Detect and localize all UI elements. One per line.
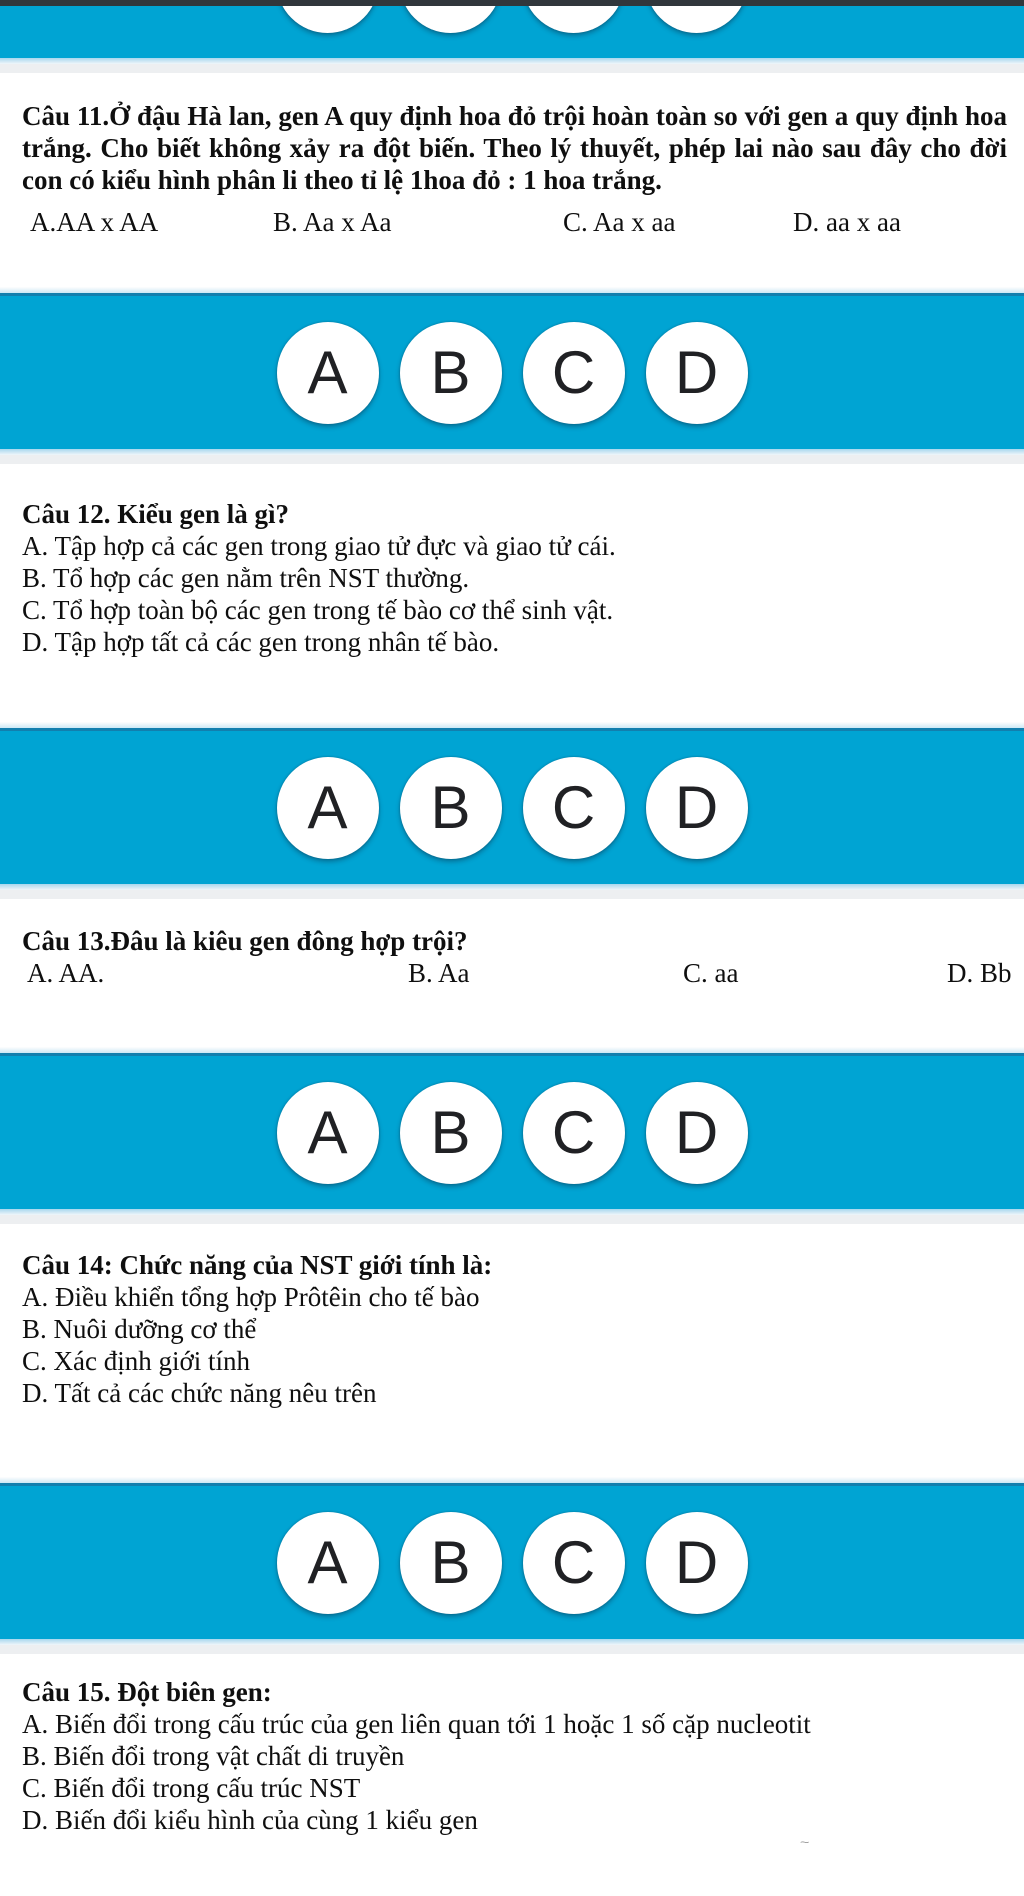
answer-choice-c[interactable]: C — [523, 1512, 625, 1614]
question-11-title: Câu 11.Ở đậu Hà lan, gen A quy định hoa đỏ trội hoàn toàn so với gen a quy định hoa trắng. Cho biết không xảy ra đột biến. Theo lý thuyết, phép lai nào sau đây cho đời con có kiểu hình phân li theo tỉ lệ 1hoa đỏ : 1 hoa trắng. — [22, 101, 1007, 195]
question-14-title: Câu 14: Chức năng của NST giới tính là: — [22, 1250, 493, 1280]
answer-choice-b[interactable]: B — [400, 1082, 502, 1184]
answer-choice-b[interactable]: B — [400, 1512, 502, 1614]
answer-choice-a[interactable]: A — [277, 1082, 379, 1184]
option-b: B. Nuôi dưỡng cơ thể — [22, 1314, 257, 1344]
question-12-title: Câu 12. Kiểu gen là gì? — [22, 499, 290, 529]
question-13 — [22, 925, 1012, 989]
section-divider — [0, 58, 1024, 73]
option-d: D. Tất cả các chức năng nêu trên — [22, 1378, 377, 1408]
answer-choice-c[interactable]: C — [523, 1082, 625, 1184]
option-a: A. Điều khiển tổng hợp Prôtêin cho tế bào — [22, 1282, 480, 1312]
answer-band-3 — [0, 1047, 1024, 1224]
option-d: D. Biến đổi kiểu hình của cùng 1 kiểu gen — [22, 1805, 478, 1835]
option-d: D. Tập hợp tất cả các gen trong nhân tế bào. — [22, 627, 500, 657]
answer-choice-a[interactable]: A — [277, 1512, 379, 1614]
option-a: A. Tập hợp cả các gen trong giao tử đực và giao tử cái. — [22, 531, 616, 561]
answer-choice-a-partial[interactable] — [277, 6, 379, 33]
option-b: B. Aa x Aa — [273, 207, 392, 237]
option-a: A. AA. — [27, 958, 105, 988]
answer-band-2 — [0, 722, 1024, 899]
option-c: C. Aa x aa — [563, 207, 676, 237]
answer-choice-b[interactable]: B — [400, 322, 502, 424]
answer-band-partial — [0, 6, 1024, 58]
answer-choice-d[interactable]: D — [646, 322, 748, 424]
answer-choice-a[interactable]: A — [277, 322, 379, 424]
answer-circle-row-partial — [277, 6, 748, 33]
option-c: C. Xác định giới tính — [22, 1346, 251, 1376]
option-c: C. Biến đổi trong cấu trúc NST — [22, 1773, 361, 1803]
option-b: B. Tổ hợp các gen nằm trên NST thường. — [22, 563, 470, 593]
option-c: C. Tổ hợp toàn bộ các gen trong tế bào cơ thể sinh vật. — [22, 595, 614, 625]
answer-choice-c-partial[interactable] — [523, 6, 625, 33]
question-13-options — [22, 957, 1012, 989]
option-b: B. Biến đổi trong vật chất di truyền — [22, 1741, 405, 1771]
option-d: D. Bb — [947, 958, 1012, 988]
option-a: A.AA x AA — [30, 207, 159, 237]
option-b: B. Aa — [408, 958, 470, 988]
answer-band-4 — [0, 1477, 1024, 1654]
answer-choice-d-partial[interactable] — [646, 6, 748, 33]
answer-choice-c[interactable]: C — [523, 757, 625, 859]
question-11 — [22, 100, 1007, 238]
top-dark-bar — [0, 0, 1024, 6]
question-14 — [22, 1249, 1007, 1409]
stray-ink-mark: ~ — [800, 1836, 810, 1849]
option-c: C. aa — [683, 958, 739, 988]
question-11-options — [22, 206, 1007, 238]
option-a: A. Biến đổi trong cấu trúc của gen liên quan tới 1 hoặc 1 số cặp nucleotit — [22, 1709, 811, 1739]
answer-choice-d[interactable]: D — [646, 757, 748, 859]
answer-choice-a[interactable]: A — [277, 757, 379, 859]
answer-choice-c[interactable]: C — [523, 322, 625, 424]
answer-choice-d[interactable]: D — [646, 1512, 748, 1614]
answer-band-1 — [0, 287, 1024, 464]
question-15 — [22, 1676, 1007, 1836]
answer-choice-b-partial[interactable] — [400, 6, 502, 33]
answer-choice-d[interactable]: D — [646, 1082, 748, 1184]
question-13-title: Câu 13.Đâu là kiêu gen đông hợp trội? — [22, 926, 468, 956]
answer-choice-b[interactable]: B — [400, 757, 502, 859]
question-15-title: Câu 15. Đột biên gen: — [22, 1677, 272, 1707]
option-d: D. aa x aa — [793, 207, 901, 237]
question-12 — [22, 498, 1007, 658]
